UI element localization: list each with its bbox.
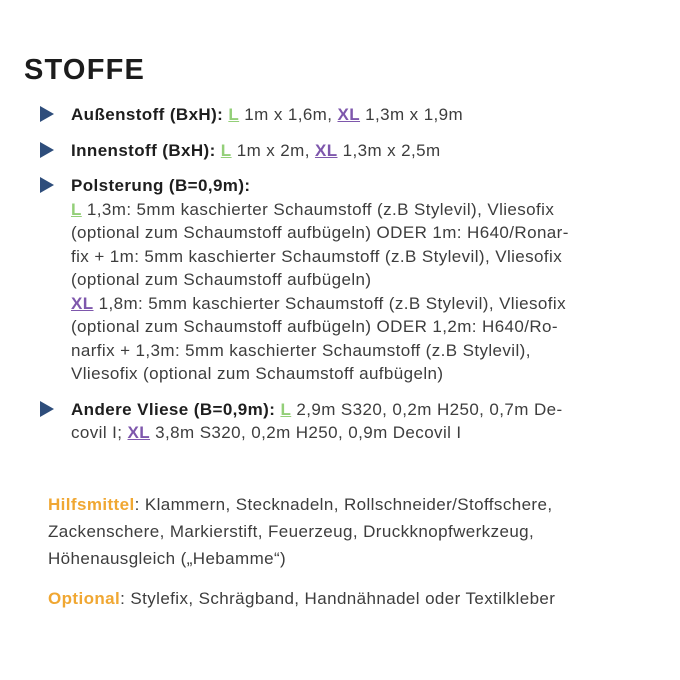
polsterung-l-text: 1,3m: 5mm kaschierter Schaumstoff (z.B Stylevil), Vliesofix [86,199,555,219]
andere-vliese-line2 [71,421,563,445]
polsterung-l-text: fix + 1m: 5mm kaschierter Schaumstoff (z.B Stylevil), Vliesofix [71,246,563,266]
hilfsmittel-line2: Zackenschere, Markierstift, Feuerzeug, Druckknopfwerkzeug, [48,521,535,541]
size-link-l[interactable]: L [71,199,82,219]
polsterung-xl-text: narfix + 1,3m: 5mm kaschierter Schaumstoff (z.B Stylevil), [71,340,531,360]
andere-vliese-continuation: covil I; [71,423,123,442]
size-xl-value: 1,3m x 2,5m [342,140,441,160]
optional-line [48,585,662,612]
size-xl-value: 1,3m x 1,9m [365,105,464,124]
optional-label: Optional [48,588,121,608]
bullet-triangle-icon [40,177,54,193]
size-link-l[interactable]: L [280,399,292,419]
size-link-l[interactable]: L [228,105,240,124]
size-l-value: 1m x 1,6m, [244,105,333,124]
item-label-aussenstoff: Außenstoff (BxH): [71,105,224,124]
polsterung-xl-text: 1,8m: 5mm kaschierter Schaumstoff (z.B Stylevil), Vliesofix [98,293,566,313]
list-item-innenstoff [40,139,662,163]
list-item-polsterung [40,174,662,386]
page-title: STOFFE [24,54,146,86]
hilfsmittel-line1 [48,491,662,518]
hilfsmittel-line3: Höhenausgleich („Hebamme“) [48,548,287,568]
polsterung-xl-text: Vliesofix (optional zum Schaumstoff aufbügeln) [71,364,444,383]
andere-vliese-l-text: 2,9m S320, 0,2m H250, 0,7m De- [296,399,563,419]
list-item-andere-vliese [40,398,662,445]
item-label-andere-vliese: Andere Vliese (B=0,9m): [71,399,276,419]
polsterung-xl-line [71,292,569,316]
size-l-value: 1m x 2m, [236,140,310,160]
size-link-xl[interactable]: XL [337,105,361,124]
hilfsmittel-paragraph [48,491,662,572]
bullet-triangle-icon [40,401,54,417]
polsterung-xl-text: (optional zum Schaumstoff aufbügeln) ODER 1,2m: H640/Ro- [71,317,558,336]
item-label-polsterung: Polsterung (B=0,9m): [71,176,251,195]
polsterung-l-text: (optional zum Schaumstoff aufbügeln) ODER 1m: H640/Ronar- [71,223,569,242]
hilfsmittel-label: Hilfsmittel [48,494,135,514]
polsterung-l-line [71,198,569,222]
hilfsmittel-text: : Klammern, Stecknadeln, Rollschneider/Stoffschere, [134,494,553,514]
andere-vliese-xl-text: 3,8m S320, 0,2m H250, 0,9m Decovil I [155,423,462,442]
polsterung-l-text: (optional zum Schaumstoff aufbügeln) [71,270,372,289]
item-label-innenstoff: Innenstoff (BxH): [71,140,216,160]
optional-paragraph [48,585,662,612]
size-link-xl[interactable]: XL [314,140,338,160]
size-link-xl[interactable]: XL [127,423,151,442]
bullet-triangle-icon [40,142,54,158]
optional-text: : Stylefix, Schrägband, Handnähnadel oder Textilkleber [120,588,556,608]
bullet-triangle-icon [40,106,54,122]
list-item-aussenstoff [40,103,662,127]
size-link-l[interactable]: L [220,140,232,160]
andere-vliese-line1 [71,398,563,422]
size-link-xl[interactable]: XL [71,293,94,313]
